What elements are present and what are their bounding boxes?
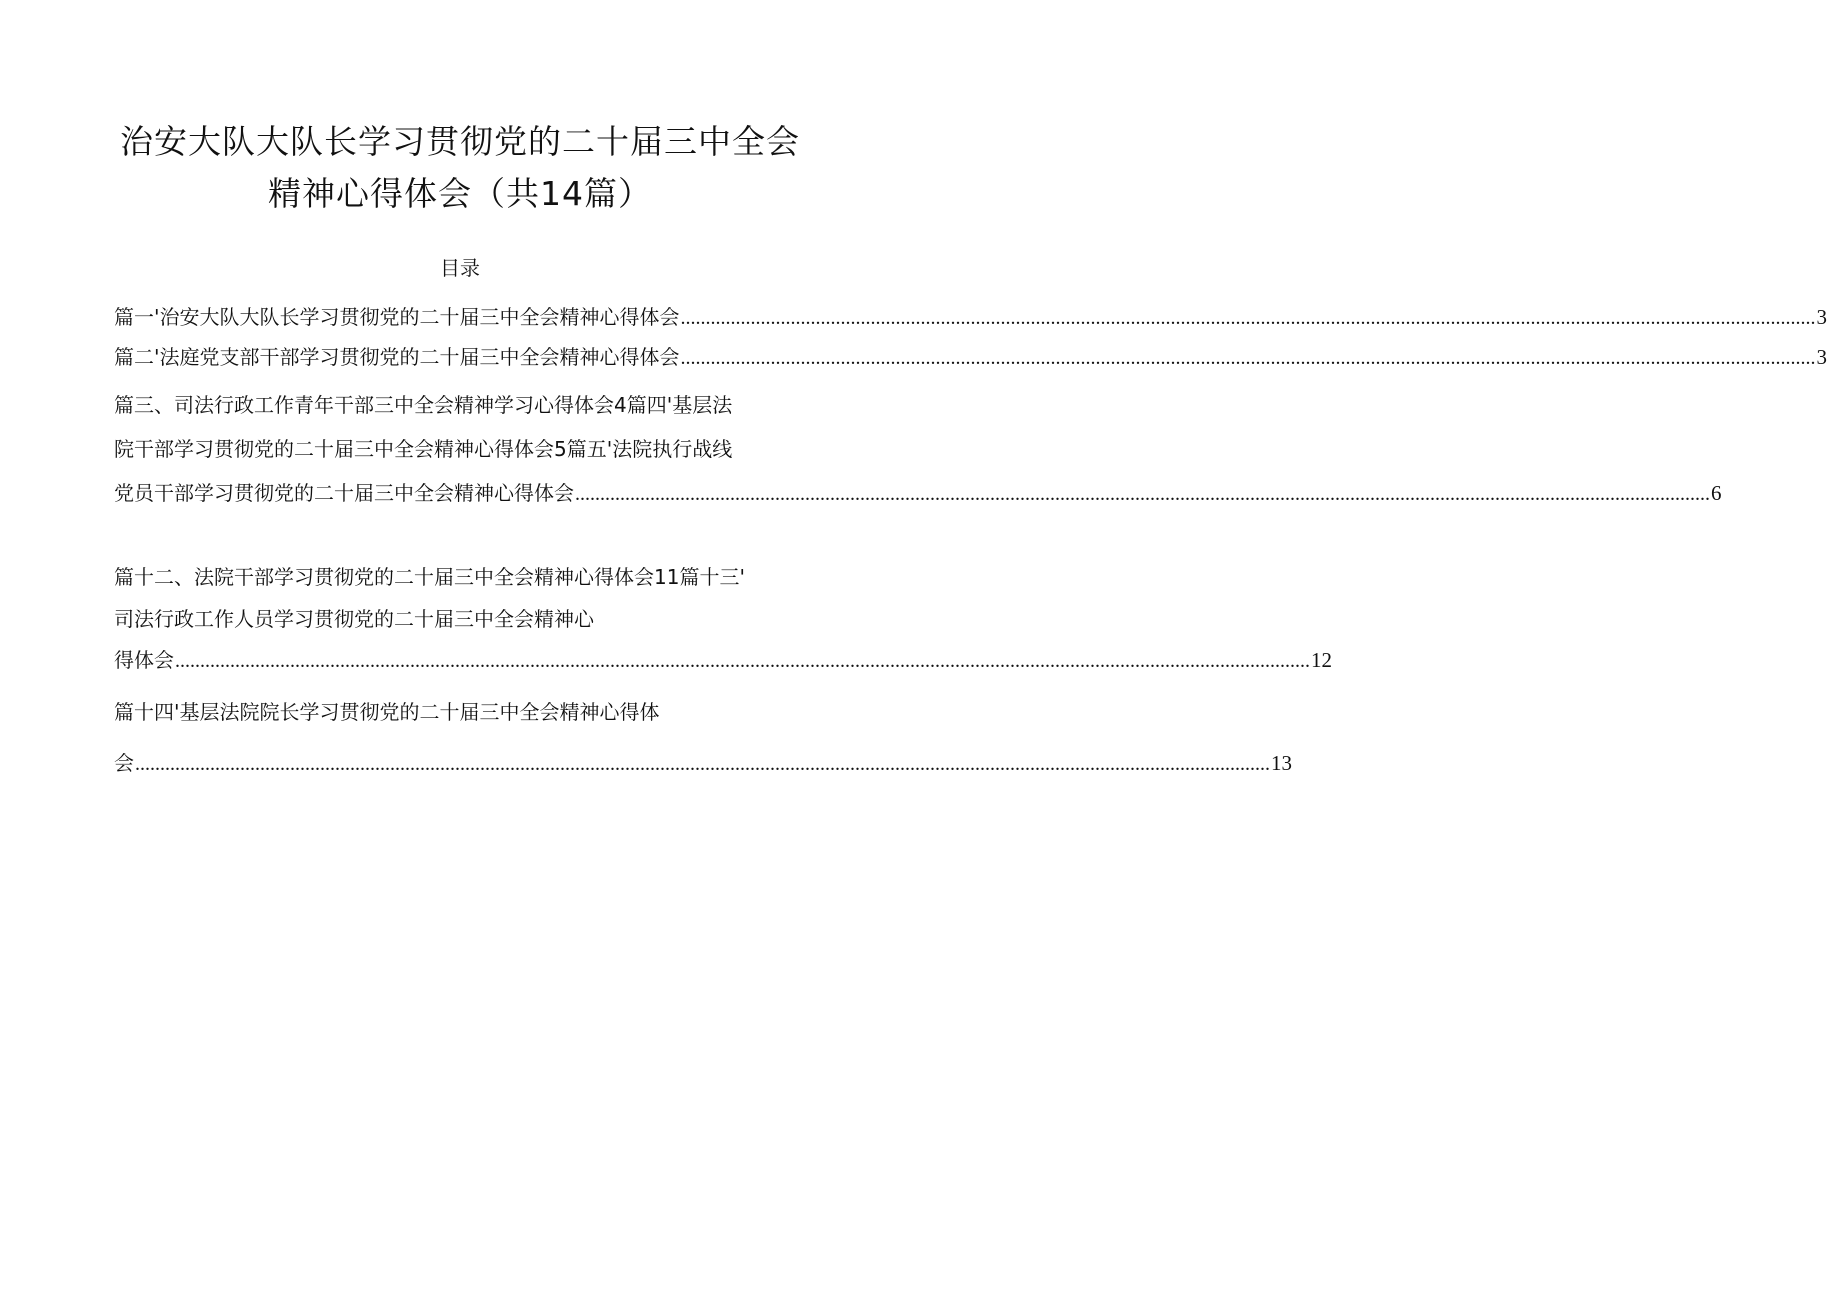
toc-heading: 目录 <box>440 256 480 280</box>
toc-entry-text: 得体会 <box>114 648 174 672</box>
toc-dot-leader: ................................................................................................................................................................................................................................... <box>575 483 1710 505</box>
toc-entry-3-line-2[interactable]: 院干部学习贯彻党的二十届三中全会精神心得体会5篇五'法院执行战线 <box>114 437 733 461</box>
toc-entry-2[interactable] <box>114 342 1827 372</box>
toc-page-number: 13 <box>1271 751 1292 775</box>
toc-dot-leader: ................................................................................................................................................................................................................................... <box>680 347 1816 369</box>
toc-page-number: 3 <box>1816 345 1827 369</box>
toc-entry-3-line-3[interactable] <box>114 478 1722 508</box>
toc-page-number: 12 <box>1311 648 1332 672</box>
toc-dot-leader: ................................................................................................................................................................................................................................... <box>135 753 1270 775</box>
toc-entry-3-line-1[interactable]: 篇三、司法行政工作青年干部三中全会精神学习心得体会4篇四'基层法 <box>114 393 733 417</box>
toc-entry-1[interactable] <box>114 302 1827 332</box>
toc-entry-14-line-1[interactable]: 篇十四'基层法院院长学习贯彻党的二十届三中全会精神心得体 <box>114 700 660 724</box>
toc-entry-text: 篇一'治安大队大队长学习贯彻党的二十届三中全会精神心得体会 <box>114 305 680 329</box>
toc-dot-leader: ................................................................................................................................................................................................................................... <box>680 307 1816 329</box>
toc-entry-12-line-1[interactable]: 篇十二、法院干部学习贯彻党的二十届三中全会精神心得体会11篇十三' <box>114 565 745 589</box>
toc-entry-12-line-3[interactable] <box>114 645 1332 675</box>
toc-page-number: 6 <box>1711 481 1722 505</box>
toc-entry-text: 篇二'法庭党支部干部学习贯彻党的二十届三中全会精神心得体会 <box>114 345 680 369</box>
toc-dot-leader: ................................................................................................................................................................................................................................... <box>175 650 1310 672</box>
toc-page-number: 3 <box>1816 305 1827 329</box>
toc-entry-text: 会 <box>114 751 134 775</box>
toc-entry-14-line-2[interactable] <box>114 748 1292 778</box>
toc-entry-text: 党员干部学习贯彻党的二十届三中全会精神心得体会 <box>114 481 574 505</box>
document-title-line-1: 治安大队大队长学习贯彻党的二十届三中全会 <box>120 122 800 161</box>
document-title-line-2: 精神心得体会（共14篇） <box>268 174 652 213</box>
toc-entry-12-line-2[interactable]: 司法行政工作人员学习贯彻党的二十届三中全会精神心 <box>114 607 594 631</box>
